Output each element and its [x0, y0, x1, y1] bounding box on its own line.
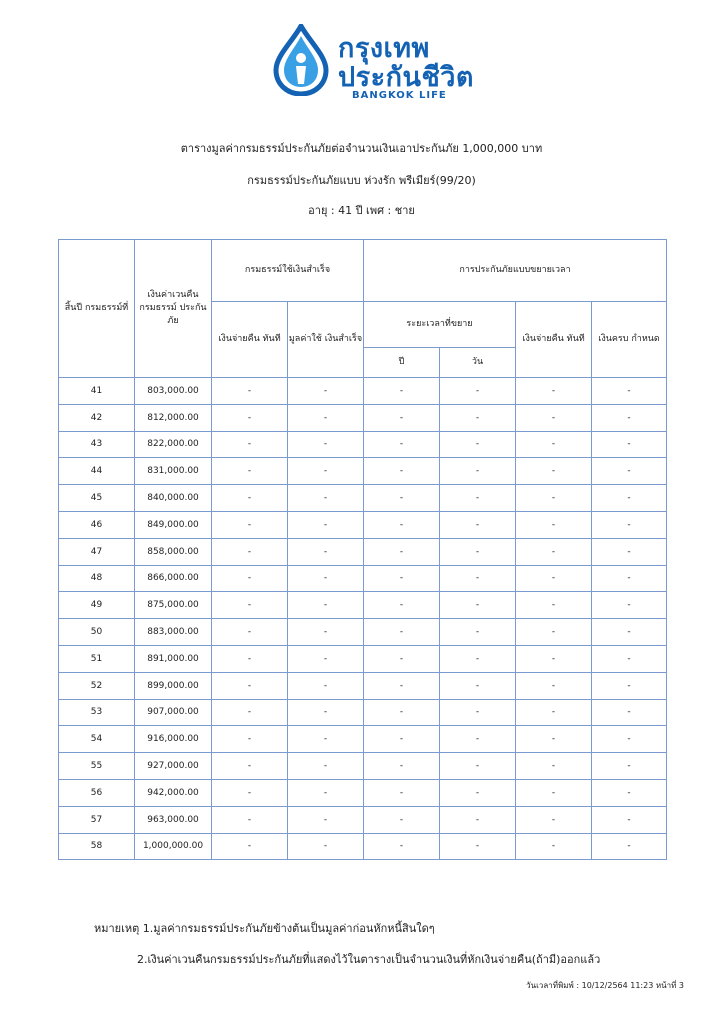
table-cell-c1: -: [212, 511, 288, 538]
table-cell-c4: -: [440, 458, 516, 485]
table-cell-year: 50: [59, 619, 135, 646]
table-cell-c2: -: [288, 592, 364, 619]
table-cell-c4: -: [440, 806, 516, 833]
header-paid-up-value: มูลค่าใช้ เงินสำเร็จ: [288, 302, 364, 378]
policy-value-table: [58, 239, 667, 860]
table-cell-value: 927,000.00: [135, 753, 212, 780]
table-cell-c4: -: [440, 378, 516, 405]
table-cell-year: 45: [59, 485, 135, 512]
table-cell-year: 55: [59, 753, 135, 780]
table-cell-value: 1,000,000.00: [135, 833, 212, 860]
table-cell-c1: -: [212, 726, 288, 753]
table-row: [59, 431, 667, 458]
table-row: [59, 806, 667, 833]
table-cell-c2: -: [288, 645, 364, 672]
table-cell-c5: -: [516, 753, 592, 780]
table-cell-year: 44: [59, 458, 135, 485]
header-years: ปี: [364, 348, 440, 378]
table-cell-c2: -: [288, 378, 364, 405]
table-cell-c2: -: [288, 753, 364, 780]
table-cell-c3: -: [364, 645, 440, 672]
table-cell-c3: -: [364, 511, 440, 538]
table-cell-c6: -: [592, 538, 667, 565]
table-cell-c5: -: [516, 645, 592, 672]
table-cell-value: 822,000.00: [135, 431, 212, 458]
print-timestamp: วันเวลาที่พิมพ์ : 10/12/2564 11:23 หน้าที่ 3: [526, 981, 684, 990]
table-cell-c1: -: [212, 538, 288, 565]
table-cell-year: 42: [59, 404, 135, 431]
table-cell-c5: -: [516, 565, 592, 592]
table-cell-c1: -: [212, 833, 288, 860]
table-cell-c1: -: [212, 699, 288, 726]
table-cell-year: 41: [59, 378, 135, 405]
policy-plan-title: กรมธรรม์ประกันภัยแบบ ห่วงรัก พรีเมียร์(99/20): [247, 174, 476, 187]
table-cell-value: 831,000.00: [135, 458, 212, 485]
table-cell-c1: -: [212, 431, 288, 458]
table-cell-c1: -: [212, 806, 288, 833]
table-row: [59, 753, 667, 780]
table-cell-c6: -: [592, 378, 667, 405]
table-cell-c5: -: [516, 806, 592, 833]
table-cell-year: 43: [59, 431, 135, 458]
table-cell-c6: -: [592, 565, 667, 592]
table-cell-c4: -: [440, 404, 516, 431]
table-cell-c6: -: [592, 726, 667, 753]
table-cell-c1: -: [212, 404, 288, 431]
table-cell-c5: -: [516, 592, 592, 619]
table-cell-c5: -: [516, 485, 592, 512]
header-extended-period: ระยะเวลาที่ขยาย: [364, 302, 516, 348]
table-row: [59, 619, 667, 646]
table-cell-c4: -: [440, 592, 516, 619]
logo-text-thai-1: กรุงเทพ: [338, 33, 430, 64]
table-cell-c5: -: [516, 779, 592, 806]
table-cell-c5: -: [516, 404, 592, 431]
table-cell-c4: -: [440, 485, 516, 512]
table-cell-c3: -: [364, 592, 440, 619]
table-row: [59, 779, 667, 806]
table-cell-c4: -: [440, 431, 516, 458]
table-cell-c2: -: [288, 565, 364, 592]
header-paid-up-cash: เงินจ่ายคืน ทันที: [212, 302, 288, 378]
header-extended-group: การประกันภัยแบบขยายเวลา: [364, 240, 667, 302]
table-cell-year: 54: [59, 726, 135, 753]
table-cell-c4: -: [440, 538, 516, 565]
table-cell-c4: -: [440, 779, 516, 806]
table-cell-c2: -: [288, 538, 364, 565]
table-cell-c5: -: [516, 431, 592, 458]
table-cell-c3: -: [364, 619, 440, 646]
table-cell-c5: -: [516, 538, 592, 565]
table-cell-c3: -: [364, 404, 440, 431]
table-cell-c3: -: [364, 485, 440, 512]
table-cell-c3: -: [364, 699, 440, 726]
table-cell-c3: -: [364, 431, 440, 458]
header-maturity: เงินครบ กำหนด: [592, 302, 667, 378]
table-cell-c1: -: [212, 485, 288, 512]
table-cell-year: 49: [59, 592, 135, 619]
table-cell-value: 963,000.00: [135, 806, 212, 833]
logo-text-english: BANGKOK LIFE: [352, 90, 447, 101]
table-cell-c1: -: [212, 592, 288, 619]
table-body: [59, 378, 667, 860]
table-cell-c5: -: [516, 378, 592, 405]
table-cell-c1: -: [212, 753, 288, 780]
table-cell-c4: -: [440, 833, 516, 860]
table-cell-value: 858,000.00: [135, 538, 212, 565]
table-cell-c3: -: [364, 458, 440, 485]
table-cell-c6: -: [592, 485, 667, 512]
table-cell-c6: -: [592, 458, 667, 485]
table-cell-c4: -: [440, 753, 516, 780]
table-cell-value: 942,000.00: [135, 779, 212, 806]
header-surrender-value: เงินค่าเวนคืน กรมธรรม์ ประกันภัย: [135, 240, 212, 378]
table-cell-c3: -: [364, 779, 440, 806]
table-cell-c2: -: [288, 833, 364, 860]
table-cell-c2: -: [288, 485, 364, 512]
table-cell-year: 57: [59, 806, 135, 833]
table-row: [59, 538, 667, 565]
table-cell-value: 916,000.00: [135, 726, 212, 753]
table-cell-c2: -: [288, 699, 364, 726]
table-cell-value: 875,000.00: [135, 592, 212, 619]
table-cell-c4: -: [440, 699, 516, 726]
table-cell-c6: -: [592, 833, 667, 860]
table-cell-year: 52: [59, 672, 135, 699]
table-cell-c1: -: [212, 672, 288, 699]
table-cell-c3: -: [364, 538, 440, 565]
header-paid-up-group: กรมธรรม์ใช้เงินสำเร็จ: [212, 240, 364, 302]
water-drop-person-icon: [270, 24, 332, 96]
table-cell-c3: -: [364, 565, 440, 592]
note-1: หมายเหตุ 1.มูลค่ากรมธรรม์ประกันภัยข้างต้นเป็นมูลค่าก่อนหักหนี้สินใดๆ: [94, 922, 435, 935]
table-cell-c5: -: [516, 672, 592, 699]
table-row: [59, 565, 667, 592]
table-row: [59, 485, 667, 512]
table-cell-c4: -: [440, 726, 516, 753]
table-cell-c5: -: [516, 458, 592, 485]
table-cell-year: 58: [59, 833, 135, 860]
header-policy-year: สิ้นปี กรมธรรม์ที่: [59, 240, 135, 378]
table-cell-c2: -: [288, 511, 364, 538]
table-cell-c4: -: [440, 511, 516, 538]
table-cell-c1: -: [212, 378, 288, 405]
table-cell-c4: -: [440, 619, 516, 646]
table-cell-year: 56: [59, 779, 135, 806]
table-cell-c6: -: [592, 592, 667, 619]
table-row: [59, 726, 667, 753]
table-row: [59, 672, 667, 699]
table-cell-c4: -: [440, 645, 516, 672]
table-cell-c2: -: [288, 672, 364, 699]
table-cell-value: 803,000.00: [135, 378, 212, 405]
table-cell-c2: -: [288, 458, 364, 485]
header-days: วัน: [440, 348, 516, 378]
table-cell-c1: -: [212, 565, 288, 592]
table-cell-c3: -: [364, 753, 440, 780]
logo-text-thai-2: ประกันชีวิต: [338, 62, 474, 93]
table-cell-c6: -: [592, 753, 667, 780]
table-cell-c3: -: [364, 378, 440, 405]
table-row: [59, 699, 667, 726]
table-cell-c2: -: [288, 619, 364, 646]
table-cell-year: 48: [59, 565, 135, 592]
table-cell-c6: -: [592, 619, 667, 646]
table-cell-value: 891,000.00: [135, 645, 212, 672]
table-cell-c4: -: [440, 672, 516, 699]
table-cell-c2: -: [288, 431, 364, 458]
table-cell-c2: -: [288, 726, 364, 753]
table-cell-year: 51: [59, 645, 135, 672]
table-cell-year: 46: [59, 511, 135, 538]
table-cell-c5: -: [516, 619, 592, 646]
table-cell-c5: -: [516, 726, 592, 753]
table-cell-c6: -: [592, 672, 667, 699]
table-row: [59, 458, 667, 485]
table-cell-c1: -: [212, 779, 288, 806]
table-cell-value: 907,000.00: [135, 699, 212, 726]
document-title: ตารางมูลค่ากรมธรรม์ประกันภัยต่อจำนวนเงินเอาประกันภัย 1,000,000 บาท: [180, 142, 543, 155]
table-cell-c2: -: [288, 779, 364, 806]
table-row: [59, 833, 667, 860]
table-cell-c5: -: [516, 833, 592, 860]
table-cell-year: 53: [59, 699, 135, 726]
table-cell-c3: -: [364, 726, 440, 753]
table-row: [59, 592, 667, 619]
note-2: 2.เงินค่าเวนคืนกรมธรรม์ประกันภัยที่แสดงไว้ในตารางเป็นจำนวนเงินที่หักเงินจ่ายคืน(ถ้ามี)ออกแล้ว: [137, 953, 601, 966]
table-cell-value: 849,000.00: [135, 511, 212, 538]
table-cell-c1: -: [212, 645, 288, 672]
table-cell-year: 47: [59, 538, 135, 565]
table-row: [59, 404, 667, 431]
table-cell-c6: -: [592, 431, 667, 458]
header-extended-cash: เงินจ่ายคืน ทันที: [516, 302, 592, 378]
table-cell-c6: -: [592, 511, 667, 538]
table-cell-c1: -: [212, 619, 288, 646]
table-cell-c2: -: [288, 806, 364, 833]
insured-info: อายุ : 41 ปี เพศ : ชาย: [308, 204, 415, 217]
table-row: [59, 511, 667, 538]
bangkok-life-logo: [270, 22, 474, 102]
table-cell-c5: -: [516, 511, 592, 538]
table-cell-c3: -: [364, 833, 440, 860]
table-row: [59, 378, 667, 405]
table-cell-c6: -: [592, 779, 667, 806]
table-cell-c6: -: [592, 806, 667, 833]
table-cell-value: 899,000.00: [135, 672, 212, 699]
table-cell-c6: -: [592, 404, 667, 431]
table-cell-c4: -: [440, 565, 516, 592]
table-cell-value: 883,000.00: [135, 619, 212, 646]
table-cell-c6: -: [592, 699, 667, 726]
table-cell-value: 812,000.00: [135, 404, 212, 431]
table-cell-value: 866,000.00: [135, 565, 212, 592]
table-cell-c1: -: [212, 458, 288, 485]
table-cell-c3: -: [364, 806, 440, 833]
table-row: [59, 645, 667, 672]
table-cell-c5: -: [516, 699, 592, 726]
table-cell-value: 840,000.00: [135, 485, 212, 512]
table-cell-c6: -: [592, 645, 667, 672]
table-cell-c2: -: [288, 404, 364, 431]
table-cell-c3: -: [364, 672, 440, 699]
